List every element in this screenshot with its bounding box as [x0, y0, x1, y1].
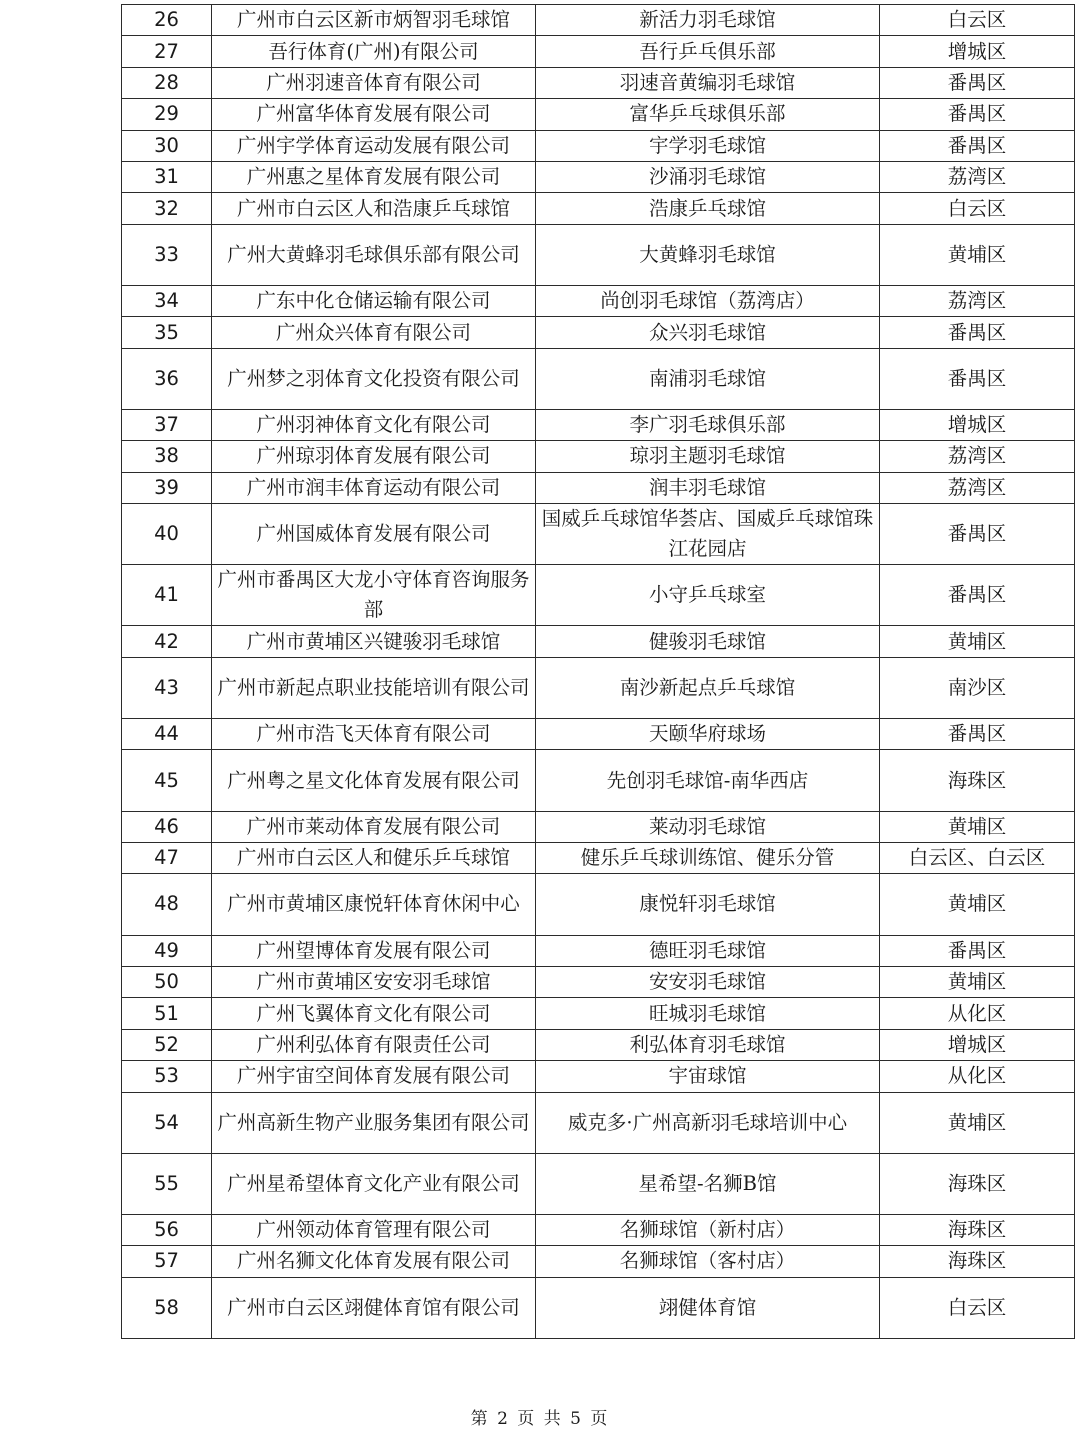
district-cell: 白云区、白云区: [880, 842, 1075, 873]
table-row: [122, 750, 1075, 811]
row-number-cell: 40: [122, 504, 212, 565]
venue-name-cell: 利弘体育羽毛球馆: [536, 1029, 880, 1060]
district-cell: 黄埔区: [880, 874, 1075, 935]
row-number-cell: 45: [122, 750, 212, 811]
table-row: [122, 565, 1075, 626]
table-row: [122, 719, 1075, 750]
venue-name-cell: 南浦羽毛球馆: [536, 348, 880, 409]
row-number-cell: 30: [122, 130, 212, 161]
venue-name-cell: 宇宙球馆: [536, 1061, 880, 1092]
table-row: [122, 67, 1075, 98]
row-number-cell: 26: [122, 5, 212, 36]
district-cell: 南沙区: [880, 657, 1075, 718]
venue-name-cell: 名狮球馆（新村店）: [536, 1214, 880, 1245]
row-number-cell: 44: [122, 719, 212, 750]
table-row: [122, 1153, 1075, 1214]
district-cell: 白云区: [880, 1277, 1075, 1338]
table-row: [122, 874, 1075, 935]
company-name-cell: 广州大黄蜂羽毛球俱乐部有限公司: [212, 224, 536, 285]
table-row: [122, 998, 1075, 1029]
district-cell: 增城区: [880, 1029, 1075, 1060]
row-number-cell: 34: [122, 285, 212, 316]
table-row: [122, 1214, 1075, 1245]
company-name-cell: 广州市润丰体育运动有限公司: [212, 472, 536, 503]
venue-name-cell: 尚创羽毛球馆（荔湾店）: [536, 285, 880, 316]
company-name-cell: 广州市黄埔区康悦轩体育休闲中心: [212, 874, 536, 935]
table-row: [122, 161, 1075, 192]
row-number-cell: 41: [122, 565, 212, 626]
row-number-cell: 38: [122, 441, 212, 472]
venue-name-cell: 南沙新起点乒乓球馆: [536, 657, 880, 718]
row-number-cell: 53: [122, 1061, 212, 1092]
footer-suffix: 页: [590, 1409, 610, 1429]
venue-name-cell: 李广羽毛球俱乐部: [536, 409, 880, 440]
venue-name-cell: 康悦轩羽毛球馆: [536, 874, 880, 935]
company-name-cell: 广州国威体育发展有限公司: [212, 504, 536, 565]
company-name-cell: 广州市莱动体育发展有限公司: [212, 811, 536, 842]
district-cell: 番禺区: [880, 317, 1075, 348]
district-cell: 荔湾区: [880, 161, 1075, 192]
district-cell: 从化区: [880, 998, 1075, 1029]
page-footer: [0, 1404, 1080, 1429]
table-row: [122, 1061, 1075, 1092]
venue-name-cell: 安安羽毛球馆: [536, 966, 880, 997]
company-name-cell: 广州市白云区新市炳智羽毛球馆: [212, 5, 536, 36]
footer-total-pages: 5: [570, 1409, 583, 1429]
company-name-cell: 广州市番禺区大龙小守体育咨询服务部: [212, 565, 536, 626]
row-number-cell: 46: [122, 811, 212, 842]
venue-name-cell: 星希望-名狮B馆: [536, 1153, 880, 1214]
district-cell: 海珠区: [880, 1246, 1075, 1277]
row-number-cell: 55: [122, 1153, 212, 1214]
row-number-cell: 57: [122, 1246, 212, 1277]
district-cell: 白云区: [880, 193, 1075, 224]
venue-name-cell: 大黄蜂羽毛球馆: [536, 224, 880, 285]
footer-page-number: 2: [497, 1409, 510, 1429]
row-number-cell: 43: [122, 657, 212, 718]
district-cell: 番禺区: [880, 99, 1075, 130]
district-cell: 海珠区: [880, 1153, 1075, 1214]
company-name-cell: 广州高新生物产业服务集团有限公司: [212, 1092, 536, 1153]
district-cell: 黄埔区: [880, 1092, 1075, 1153]
table-row: [122, 935, 1075, 966]
row-number-cell: 33: [122, 224, 212, 285]
district-cell: 荔湾区: [880, 441, 1075, 472]
venue-name-cell: 沙涌羽毛球馆: [536, 161, 880, 192]
venue-name-cell: 威克多·广州高新羽毛球培训中心: [536, 1092, 880, 1153]
venue-name-cell: 琼羽主题羽毛球馆: [536, 441, 880, 472]
district-cell: 从化区: [880, 1061, 1075, 1092]
table-row: [122, 317, 1075, 348]
company-name-cell: 广州市白云区人和浩康乒乓球馆: [212, 193, 536, 224]
district-cell: 黄埔区: [880, 811, 1075, 842]
company-name-cell: 广州众兴体育有限公司: [212, 317, 536, 348]
company-name-cell: 广州领动体育管理有限公司: [212, 1214, 536, 1245]
company-name-cell: 广州羽神体育文化有限公司: [212, 409, 536, 440]
company-name-cell: 广东中化仓储运输有限公司: [212, 285, 536, 316]
table-row: [122, 626, 1075, 657]
table-row: [122, 504, 1075, 565]
district-cell: 黄埔区: [880, 224, 1075, 285]
district-cell: 黄埔区: [880, 966, 1075, 997]
table-row: [122, 1246, 1075, 1277]
row-number-cell: 35: [122, 317, 212, 348]
row-number-cell: 32: [122, 193, 212, 224]
company-name-cell: 广州望博体育发展有限公司: [212, 935, 536, 966]
table-row: [122, 441, 1075, 472]
table-row: [122, 1092, 1075, 1153]
footer-middle: 页 共: [517, 1409, 563, 1429]
company-name-cell: 广州宇学体育运动发展有限公司: [212, 130, 536, 161]
footer-prefix: 第: [470, 1409, 490, 1429]
table-row: [122, 5, 1075, 36]
district-cell: 番禺区: [880, 935, 1075, 966]
row-number-cell: 31: [122, 161, 212, 192]
table-row: [122, 99, 1075, 130]
company-name-cell: 广州市白云区人和健乐乒乓球馆: [212, 842, 536, 873]
venue-name-cell: 小守乒乓球室: [536, 565, 880, 626]
district-cell: 番禺区: [880, 348, 1075, 409]
company-name-cell: 广州宇宙空间体育发展有限公司: [212, 1061, 536, 1092]
row-number-cell: 56: [122, 1214, 212, 1245]
district-cell: 番禺区: [880, 67, 1075, 98]
row-number-cell: 52: [122, 1029, 212, 1060]
venue-name-cell: 旺城羽毛球馆: [536, 998, 880, 1029]
district-cell: 增城区: [880, 409, 1075, 440]
district-cell: 荔湾区: [880, 285, 1075, 316]
venue-name-cell: 吾行乒乓俱乐部: [536, 36, 880, 67]
table-row: [122, 409, 1075, 440]
district-cell: 番禺区: [880, 719, 1075, 750]
district-cell: 番禺区: [880, 504, 1075, 565]
row-number-cell: 49: [122, 935, 212, 966]
company-name-cell: 广州市新起点职业技能培训有限公司: [212, 657, 536, 718]
venue-name-cell: 众兴羽毛球馆: [536, 317, 880, 348]
company-name-cell: 广州市白云区翊健体育馆有限公司: [212, 1277, 536, 1338]
table-row: [122, 1029, 1075, 1060]
row-number-cell: 50: [122, 966, 212, 997]
table-row: [122, 657, 1075, 718]
district-cell: 荔湾区: [880, 472, 1075, 503]
venue-name-cell: 健乐乒乓球训练馆、健乐分管: [536, 842, 880, 873]
venue-name-cell: 翊健体育馆: [536, 1277, 880, 1338]
table-row: [122, 224, 1075, 285]
table-row: [122, 193, 1075, 224]
company-name-cell: 吾行体育(广州)有限公司: [212, 36, 536, 67]
company-name-cell: 广州粤之星文化体育发展有限公司: [212, 750, 536, 811]
company-name-cell: 广州飞翼体育文化有限公司: [212, 998, 536, 1029]
row-number-cell: 47: [122, 842, 212, 873]
company-name-cell: 广州利弘体育有限责任公司: [212, 1029, 536, 1060]
row-number-cell: 28: [122, 67, 212, 98]
company-name-cell: 广州市黄埔区安安羽毛球馆: [212, 966, 536, 997]
table-row: [122, 811, 1075, 842]
table-row: [122, 36, 1075, 67]
venue-name-cell: 健骏羽毛球馆: [536, 626, 880, 657]
table-row: [122, 130, 1075, 161]
company-name-cell: 广州名狮文化体育发展有限公司: [212, 1246, 536, 1277]
table-row: [122, 966, 1075, 997]
table-row: [122, 1277, 1075, 1338]
venue-name-cell: 名狮球馆（客村店）: [536, 1246, 880, 1277]
district-cell: 白云区: [880, 5, 1075, 36]
table-row: [122, 472, 1075, 503]
venue-name-cell: 新活力羽毛球馆: [536, 5, 880, 36]
venue-name-cell: 先创羽毛球馆-南华西店: [536, 750, 880, 811]
district-cell: 番禺区: [880, 130, 1075, 161]
district-cell: 海珠区: [880, 750, 1075, 811]
table-row: [122, 285, 1075, 316]
row-number-cell: 51: [122, 998, 212, 1029]
company-name-cell: 广州市黄埔区兴键骏羽毛球馆: [212, 626, 536, 657]
venue-name-cell: 宇学羽毛球馆: [536, 130, 880, 161]
row-number-cell: 37: [122, 409, 212, 440]
district-cell: 增城区: [880, 36, 1075, 67]
row-number-cell: 54: [122, 1092, 212, 1153]
venue-name-cell: 天颐华府球场: [536, 719, 880, 750]
district-cell: 海珠区: [880, 1214, 1075, 1245]
table-body: [122, 5, 1075, 1339]
venue-name-cell: 浩康乒乓球馆: [536, 193, 880, 224]
row-number-cell: 58: [122, 1277, 212, 1338]
row-number-cell: 42: [122, 626, 212, 657]
district-cell: 黄埔区: [880, 626, 1075, 657]
company-name-cell: 广州琼羽体育发展有限公司: [212, 441, 536, 472]
row-number-cell: 29: [122, 99, 212, 130]
company-name-cell: 广州富华体育发展有限公司: [212, 99, 536, 130]
row-number-cell: 27: [122, 36, 212, 67]
row-number-cell: 36: [122, 348, 212, 409]
venue-name-cell: 羽速音黄编羽毛球馆: [536, 67, 880, 98]
company-name-cell: 广州梦之羽体育文化投资有限公司: [212, 348, 536, 409]
venue-name-cell: 富华乒乓球俱乐部: [536, 99, 880, 130]
venue-table: [121, 4, 1075, 1339]
company-name-cell: 广州羽速音体育有限公司: [212, 67, 536, 98]
table-row: [122, 348, 1075, 409]
row-number-cell: 39: [122, 472, 212, 503]
company-name-cell: 广州市浩飞天体育有限公司: [212, 719, 536, 750]
table-row: [122, 842, 1075, 873]
row-number-cell: 48: [122, 874, 212, 935]
company-name-cell: 广州星希望体育文化产业有限公司: [212, 1153, 536, 1214]
venue-name-cell: 国威乒乓球馆华荟店、国威乒乓球馆珠江花园店: [536, 504, 880, 565]
company-name-cell: 广州惠之星体育发展有限公司: [212, 161, 536, 192]
venue-name-cell: 润丰羽毛球馆: [536, 472, 880, 503]
venue-name-cell: 德旺羽毛球馆: [536, 935, 880, 966]
venue-name-cell: 莱动羽毛球馆: [536, 811, 880, 842]
district-cell: 番禺区: [880, 565, 1075, 626]
